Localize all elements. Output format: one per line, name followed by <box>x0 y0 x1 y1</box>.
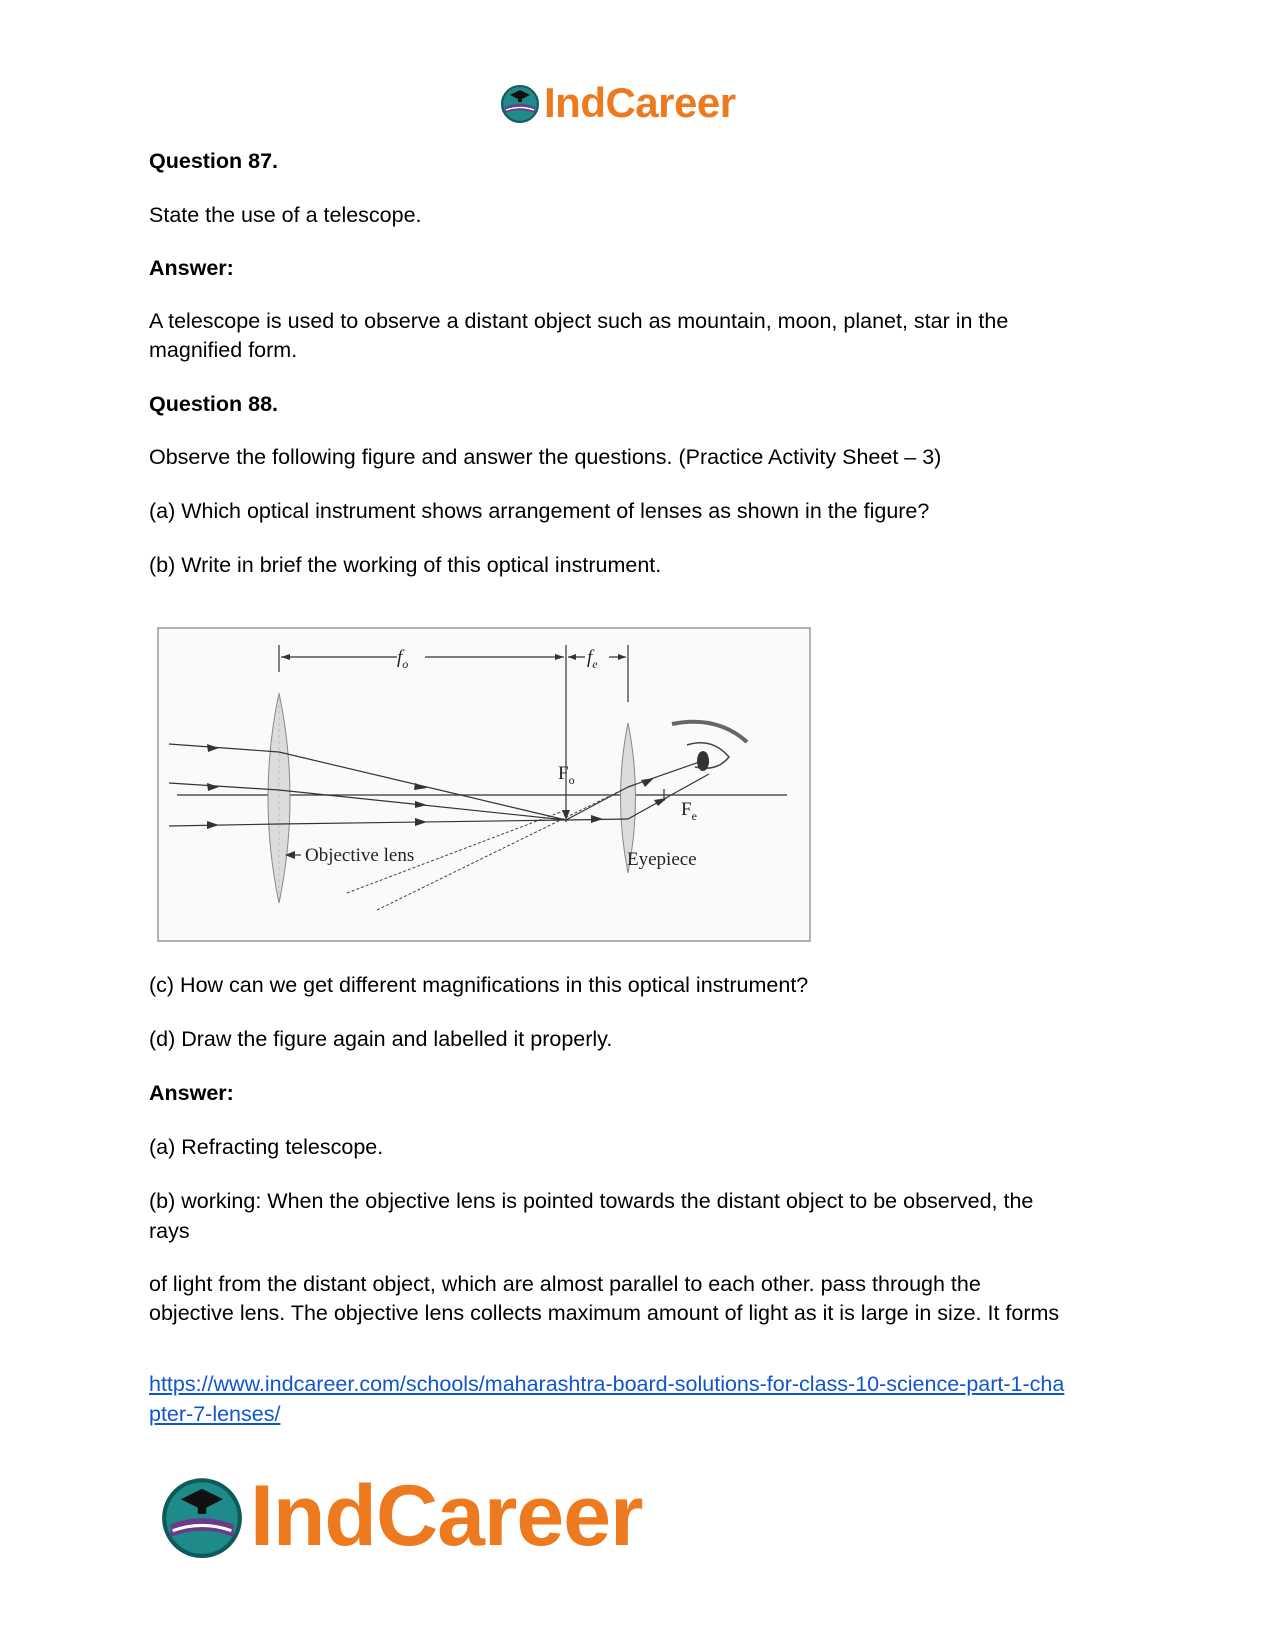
label-fo: $f_o$ <box>397 647 409 671</box>
answer-b-line1: (b) working: When the objective lens is pointed towards the distant object to be observed, the <box>149 1189 1034 1213</box>
q88-part-d: (d) Draw the figure again and labelled it properly. <box>149 1027 613 1051</box>
q88-answer-heading: Answer: <box>149 1081 234 1105</box>
q88-heading: Question 88. <box>149 392 279 416</box>
source-link-line2[interactable]: pter-7-lenses/ <box>149 1402 281 1426</box>
q88-text: Observe the following figure and answer the questions. (Practice Activity Sheet – 3) <box>149 445 942 469</box>
q87-text: State the use of a telescope. <box>149 203 422 227</box>
q87-answer-line1: A telescope is used to observe a distant object such as mountain, moon, planet, star in the <box>149 309 1009 333</box>
globe-book-icon <box>500 83 540 123</box>
q88-part-b: (b) Write in brief the working of this optical instrument. <box>149 553 662 577</box>
answer-b-line3: of light from the distant object, which are almost parallel to each other. pass through the <box>149 1272 981 1296</box>
telescope-figure <box>157 627 812 943</box>
answer-a: (a) Refracting telescope. <box>149 1135 384 1159</box>
label-eyepiece: Eyepiece <box>627 849 697 870</box>
answer-b-line4: objective lens. The objective lens collects maximum amount of light as it is large in size. It forms <box>149 1301 1060 1325</box>
q88-part-a: (a) Which optical instrument shows arrangement of lenses as shown in the figure? <box>149 499 930 523</box>
globe-book-icon <box>160 1474 244 1558</box>
brand-wordmark: IndCareer <box>250 1467 643 1564</box>
q88-part-c: (c) How can we get different magnifications in this optical instrument? <box>149 973 809 997</box>
answer-b-line2: rays <box>149 1219 190 1243</box>
label-Fo: $F_o$ <box>558 763 575 787</box>
header-logo <box>500 78 736 128</box>
label-fe: $f_e$ <box>587 647 598 671</box>
footer-logo <box>160 1467 643 1564</box>
q87-heading: Question 87. <box>149 149 279 173</box>
label-Fe: $F_e$ <box>681 799 697 823</box>
q87-answer-line2: magnified form. <box>149 338 298 362</box>
label-objective-lens: Objective lens <box>305 845 415 866</box>
telescope-diagram <box>157 627 812 943</box>
brand-wordmark: IndCareer <box>544 79 736 126</box>
source-link-line1[interactable]: https://www.indcareer.com/schools/maharashtra-board-solutions-for-class-10-science-part-1-cha <box>149 1372 1065 1396</box>
q87-answer-heading: Answer: <box>149 256 234 280</box>
